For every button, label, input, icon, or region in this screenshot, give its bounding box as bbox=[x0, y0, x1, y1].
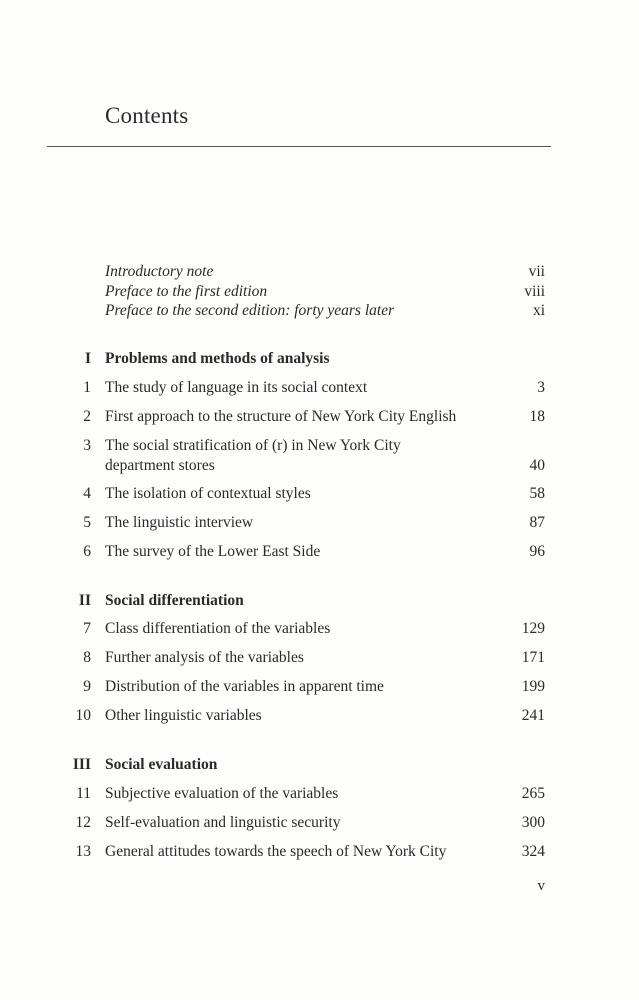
chapter-page: 199 bbox=[521, 678, 545, 695]
chapter-number: 9 bbox=[83, 678, 91, 695]
part-title: Social evaluation bbox=[105, 756, 218, 773]
part-numeral: II bbox=[78, 592, 91, 609]
chapter-title: Subjective evaluation of the variables bbox=[105, 785, 339, 802]
chapter-title: General attitudes towards the speech of New York City bbox=[105, 843, 447, 860]
chapter-number: 5 bbox=[83, 514, 91, 531]
toc-entry-chapter-1 bbox=[0, 378, 639, 398]
chapter-title: The survey of the Lower East Side bbox=[105, 543, 321, 560]
chapter-title: The linguistic interview bbox=[105, 514, 254, 531]
entry-page: vii bbox=[528, 263, 545, 280]
toc-entry-chapter-8 bbox=[0, 648, 639, 668]
part-title: Problems and methods of analysis bbox=[105, 350, 330, 367]
chapter-page: 18 bbox=[529, 408, 545, 425]
entry-page: xi bbox=[532, 302, 545, 319]
chapter-title: Class differentiation of the variables bbox=[105, 620, 331, 637]
toc-entry-chapter-9 bbox=[0, 677, 639, 697]
chapter-page: 300 bbox=[521, 814, 545, 831]
chapter-title: The isolation of contextual styles bbox=[105, 485, 311, 502]
chapter-number: 13 bbox=[75, 843, 91, 860]
chapter-number: 8 bbox=[83, 649, 91, 666]
toc-entry-chapter-13 bbox=[0, 842, 639, 862]
chapter-number: 1 bbox=[83, 379, 91, 396]
toc-entry-chapter-3 bbox=[0, 436, 639, 456]
chapter-title: Distribution of the variables in apparent time bbox=[105, 678, 384, 695]
toc-entry-preface-second-edition bbox=[0, 301, 639, 321]
chapter-number: 11 bbox=[76, 785, 91, 802]
part-title: Social differentiation bbox=[105, 592, 244, 609]
chapter-page: 171 bbox=[521, 649, 545, 666]
chapter-title: Further analysis of the variables bbox=[105, 649, 304, 666]
toc-entry-chapter-12 bbox=[0, 813, 639, 833]
toc-entry-chapter-3-continued bbox=[0, 456, 639, 476]
toc-entry-chapter-10 bbox=[0, 706, 639, 726]
page-title: Contents bbox=[105, 103, 189, 128]
page-folio: v bbox=[537, 878, 545, 894]
chapter-number: 12 bbox=[75, 814, 91, 831]
chapter-page: 58 bbox=[529, 485, 545, 502]
toc-entry-chapter-2 bbox=[0, 407, 639, 427]
entry-page: viii bbox=[524, 283, 545, 300]
chapter-page: 265 bbox=[521, 785, 545, 802]
chapter-number: 2 bbox=[83, 408, 91, 425]
toc-entry-chapter-6 bbox=[0, 542, 639, 562]
chapter-title: The study of language in its social context bbox=[105, 379, 368, 396]
toc-entry-chapter-7 bbox=[0, 619, 639, 639]
title-rule bbox=[47, 146, 551, 147]
chapter-page: 129 bbox=[521, 620, 545, 637]
toc-entry-chapter-5 bbox=[0, 513, 639, 533]
toc-entry-introductory-note bbox=[0, 262, 639, 282]
chapter-title-line-1: The social stratification of (r) in New York City bbox=[105, 437, 401, 454]
part-heading-ii bbox=[0, 591, 639, 611]
chapter-page: 241 bbox=[521, 707, 545, 724]
entry-label: Preface to the first edition bbox=[105, 283, 268, 300]
chapter-number: 4 bbox=[83, 485, 91, 502]
chapter-number: 3 bbox=[83, 437, 91, 454]
chapter-page: 96 bbox=[529, 543, 545, 560]
chapter-number: 6 bbox=[83, 543, 91, 560]
chapter-page: 40 bbox=[529, 457, 545, 474]
entry-label: Introductory note bbox=[105, 263, 214, 280]
part-heading-i bbox=[0, 349, 639, 369]
chapter-title: Self-evaluation and linguistic security bbox=[105, 814, 341, 831]
toc-entry-chapter-4 bbox=[0, 484, 639, 504]
part-heading-iii bbox=[0, 755, 639, 775]
entry-label: Preface to the second edition: forty years later bbox=[105, 302, 395, 319]
part-numeral: I bbox=[84, 350, 91, 367]
part-numeral: III bbox=[72, 756, 91, 773]
chapter-page: 3 bbox=[537, 379, 545, 396]
chapter-number: 10 bbox=[75, 707, 91, 724]
chapter-title: First approach to the structure of New York City English bbox=[105, 408, 457, 425]
chapter-title-line-2: department stores bbox=[105, 457, 215, 474]
chapter-number: 7 bbox=[83, 620, 91, 637]
chapter-title: Other linguistic variables bbox=[105, 707, 262, 724]
chapter-page: 87 bbox=[529, 514, 545, 531]
toc-entry-chapter-11 bbox=[0, 784, 639, 804]
toc-entry-preface-first-edition bbox=[0, 282, 639, 302]
chapter-page: 324 bbox=[521, 843, 545, 860]
